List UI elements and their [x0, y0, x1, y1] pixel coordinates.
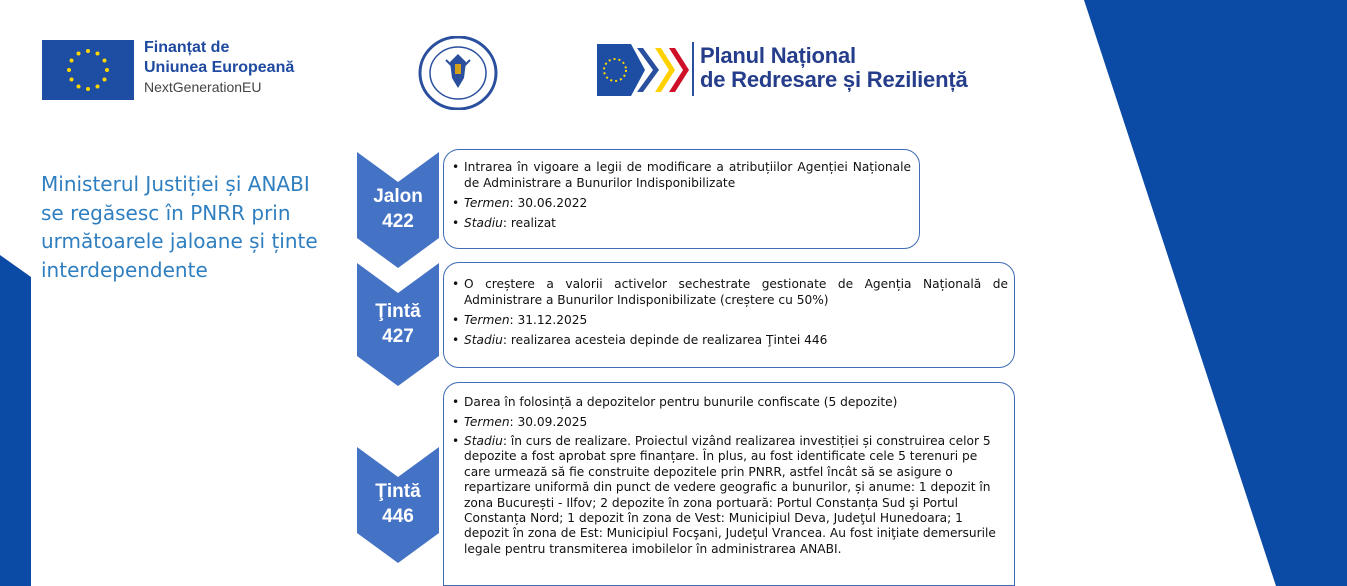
deadline-value: : 30.06.2022 [509, 196, 588, 210]
pnrr-logo-icon [597, 44, 693, 96]
eu-star [105, 68, 109, 72]
deadline-value: : 31.12.2025 [509, 313, 588, 327]
eu-star [86, 49, 90, 53]
milestone-box-427 [443, 262, 1015, 368]
eu-line2: Uniunea Europeană [144, 59, 295, 76]
list-item: • Stadiu: realizat [452, 216, 556, 230]
status-value: : în curs de realizare. Proiectul vizând realizarea investiției și construirea celor 5 depozite a fost aprobat spre finanțare. În plus, au fost identificate cele 5 terenuri pe care urmează să fie construite depozitele prin PNRR, astfel încât să se asigure o repartizare uniformă din punct de vedere geografic a bunurilor, și anume: 1 depozit în zona București - Ilfov; 2 depozite în zona portuară: Portul Constanța Sud şi Portul Constanța Nord; 1 depozit în zona de Vest: Municipiul Deva, Judeţul Hunedoara; 1 depozit în zona de Est: Municipiul Focşani, Judeţul Vrancea. Au fost iniţiate demersurile legale pentru transmiterea imobilelor în administrarea ANABI. [464, 434, 996, 556]
milestone-number: 422 [382, 211, 414, 232]
list-item: • Termen: 31.12.2025 [452, 313, 588, 327]
status-label: Stadiu [464, 434, 503, 448]
milestone-description: O creștere a valorii activelor sechestrate gestionate de Agenția Națională de Administrare a Bunurilor Indisponibilizate (creștere cu 50%) [464, 277, 1008, 307]
eu-star [77, 85, 81, 89]
left-blue-stripe [0, 255, 31, 586]
chevron-jalon-422 [357, 152, 439, 268]
milestone-kind: Ţintă [375, 481, 421, 502]
milestone-number: 446 [382, 506, 414, 527]
eu-star [86, 87, 90, 91]
milestone-kind: Ţintă [375, 301, 421, 322]
deadline-value: : 30.09.2025 [509, 415, 588, 429]
romanian-government-seal-icon [418, 36, 498, 110]
deadline-label: Termen [464, 313, 510, 327]
list-item: • Stadiu: în curs de realizare. Proiectul vizând realizarea investiției și construirea celor 5 depozite a fost aprobat spre finanțare. În plus, au fost identificate cele 5 terenuri pe care urmează să fie construite depozitele prin PNRR, astfel încât să se asigure o repartizare uniformă din punct de vedere geografic a bunurilor, și anume: 1 depozit în zona București - Ilfov; 2 depozite în zona portuară: Portul Constanța Sud şi Portul Constanța Nord; 1 depozit în zona de Vest: Municipiul Deva, Judeţul Hunedoara; 1 depozit în zona de Est: Municipiul Focşani, Judeţul Vrancea. Au fost iniţiate demersurile legale pentru transmiterea imobilelor în administrarea ANABI. [452, 434, 996, 556]
pnrr-line2: de Redresare și Reziliență [700, 67, 968, 92]
milestone-box-422 [443, 149, 920, 249]
eu-star [67, 68, 71, 72]
pnrr-line1: Planul Național [700, 43, 856, 68]
eu-star [70, 78, 74, 82]
list-item: • Intrarea în vigoare a legii de modificare a atribuțiilor Agenției Naționale de Administrare a Bunurilor Indisponibilizate [452, 160, 911, 190]
milestone-kind: Jalon [373, 186, 423, 207]
milestone-box-446 [443, 382, 1015, 586]
eu-star [96, 85, 100, 89]
eu-flag-icon [42, 40, 134, 100]
status-value: : realizarea acesteia depinde de realizarea Ţintei 446 [502, 333, 828, 347]
list-item: • Stadiu: realizarea acesteia depinde de realizarea Ţintei 446 [452, 333, 828, 347]
pnrr-title [700, 44, 967, 92]
eu-star [70, 59, 74, 63]
chevron-label [357, 299, 439, 349]
chevron-tinta-446 [357, 447, 439, 563]
pnrr-divider [692, 42, 694, 96]
eu-star [96, 52, 100, 56]
eu-star [103, 78, 107, 82]
eu-star [103, 59, 107, 63]
status-value: : realizat [502, 216, 556, 230]
list-item: • Darea în folosință a depozitelor pentru bunurile confiscate (5 depozite) [452, 395, 898, 409]
chevron-label [357, 184, 439, 234]
deadline-label: Termen [464, 415, 510, 429]
status-label: Stadiu [464, 216, 503, 230]
chevron-tinta-427 [357, 263, 439, 386]
deadline-label: Termen [464, 196, 510, 210]
eu-star [77, 52, 81, 56]
status-label: Stadiu [464, 333, 503, 347]
page-title: Ministerul Justiției și ANABI se regăsesc în PNRR prin următoarele jaloane și ținte interdependente [41, 172, 318, 282]
milestone-description: Intrarea în vigoare a legii de modificare a atribuțiilor Agenției Naționale de Administrare a Bunurilor Indisponibilizate [464, 160, 911, 190]
list-item: • O creștere a valorii activelor sechestrate gestionate de Agenția Națională de Administrare a Bunurilor Indisponibilizate (creștere cu 50%) [452, 277, 1008, 307]
eu-line3: NextGenerationEU [144, 79, 262, 95]
milestone-number: 427 [382, 326, 414, 347]
list-item: • Termen: 30.06.2022 [452, 196, 588, 210]
list-item: • Termen: 30.09.2025 [452, 415, 588, 429]
eu-funding-text [144, 38, 294, 96]
eu-line1: Finanțat de [144, 39, 230, 56]
milestone-description: Darea în folosință a depozitelor pentru bunurile confiscate (5 depozite) [464, 395, 898, 409]
chevron-label [357, 479, 439, 529]
